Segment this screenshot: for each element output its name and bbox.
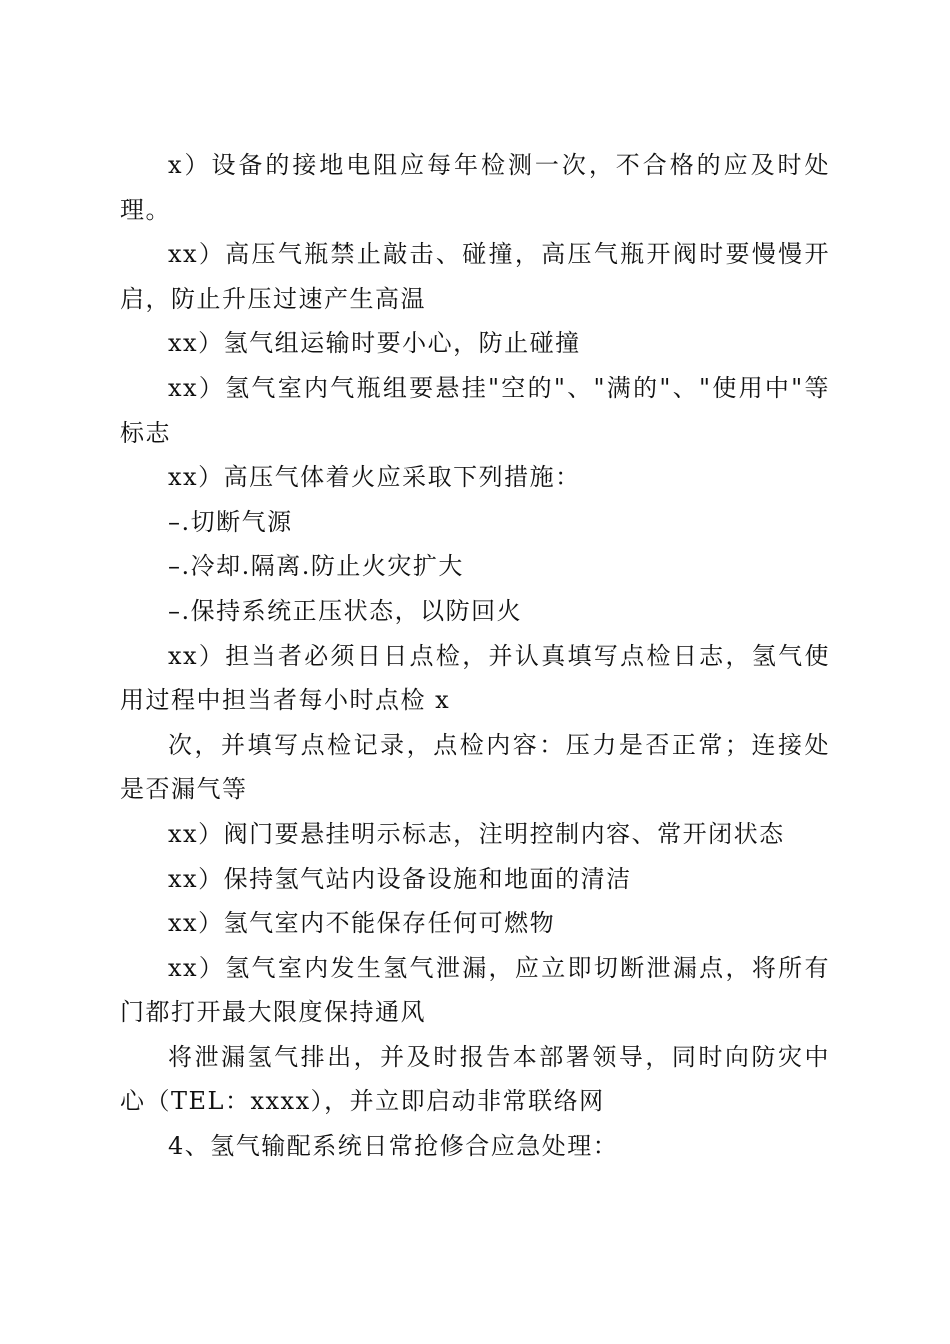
paragraph-station-cleanliness: xx）保持氢气站内设备设施和地面的清洁	[168, 864, 632, 893]
list-item-cut-gas-source: –.切断气源	[168, 507, 293, 536]
section-heading-emergency-repair: 4、氢气输配系统日常抢修合应急处理：	[168, 1132, 619, 1161]
paragraph-cylinder-labels: xx）氢气室内气瓶组要悬挂"空的"、"满的"、"使用中"等标志	[120, 373, 830, 447]
paragraph-high-pressure-cylinder: xx）高压气瓶禁止敲击、碰撞，高压气瓶开阀时要慢慢开启，防止升压过速产生高温	[120, 240, 830, 313]
paragraph-fire-measures: xx）高压气体着火应采取下列措施：	[168, 463, 581, 492]
document-body	[120, 143, 830, 1169]
paragraph-daily-inspection: xx）担当者必须日日点检，并认真填写点检日志，氢气使用过程中担当者每小时点检 x	[120, 641, 830, 715]
paragraph-no-combustibles: xx）氢气室内不能保存任何可燃物	[168, 909, 556, 938]
paragraph-inspection-record: 次，并填写点检记录，点检内容：压力是否正常；连接处是否漏气等	[120, 730, 830, 804]
paragraph-leak-report: 将泄漏氢气排出，并及时报告本部署领导，同时向防灾中心（TEL：xxxx），并立即启动非常联络网	[120, 1042, 830, 1116]
list-item-cool-isolate: –.冷却.隔离.防止火灾扩大	[168, 552, 464, 581]
paragraph-hydrogen-transport: xx）氢气组运输时要小心，防止碰撞	[168, 329, 581, 358]
list-item-positive-pressure: –.保持系统正压状态，以防回火	[168, 596, 523, 625]
paragraph-leak-response: xx）氢气室内发生氢气泄漏，应立即切断泄漏点，将所有门都打开最大限度保持通风	[120, 953, 830, 1027]
paragraph-grounding-resistance: x）设备的接地电阻应每年检测一次，不合格的应及时处理。	[120, 151, 830, 224]
paragraph-valve-signs: xx）阀门要悬挂明示标志，注明控制内容、常开闭状态	[168, 819, 785, 848]
